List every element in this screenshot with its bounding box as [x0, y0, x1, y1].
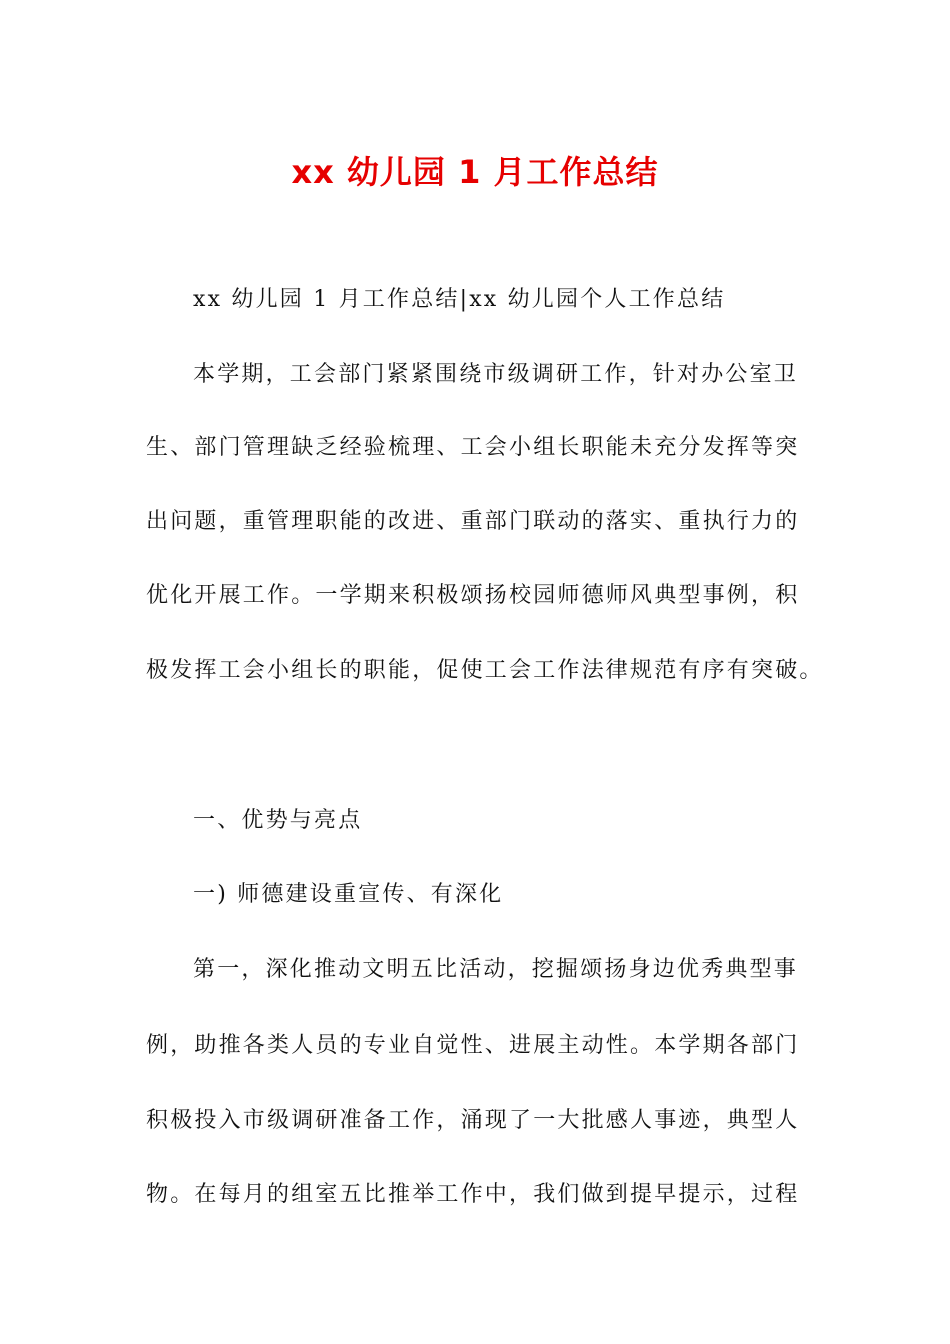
paragraph-line: 极发挥工会小组长的职能，促使工会工作法律规范有序有突破。	[146, 658, 824, 683]
section-heading: 一、优势与亮点	[193, 808, 363, 833]
document-title: xx 幼儿园 1 月工作总结	[291, 153, 659, 191]
subsection-heading: 一) 师德建设重宣传、有深化	[193, 882, 504, 907]
paragraph-line: 本学期，工会部门紧紧围绕市级调研工作，针对办公室卫	[193, 362, 799, 387]
paragraph-line: 优化开展工作。一学期来积极颂扬校园师德师风典型事例，积	[146, 583, 800, 608]
paragraph-line: 生、部门管理缺乏经验梳理、工会小组长职能未充分发挥等突	[146, 435, 800, 460]
paragraph-line: 第一，深化推动文明五比活动，挖掘颂扬身边优秀典型事	[193, 957, 799, 982]
paragraph-line: 出问题，重管理职能的改进、重部门联动的落实、重执行力的	[146, 509, 800, 534]
paragraph-line: 例，助推各类人员的专业自觉性、进展主动性。本学期各部门	[146, 1033, 800, 1058]
paragraph-line: 积极投入市级调研准备工作，涌现了一大批感人事迹，典型人	[146, 1108, 800, 1133]
document-subtitle: xx 幼儿园 1 月工作总结|xx 幼儿园个人工作总结	[193, 287, 726, 312]
paragraph-line: 物。在每月的组室五比推举工作中，我们做到提早提示，过程	[146, 1182, 800, 1207]
